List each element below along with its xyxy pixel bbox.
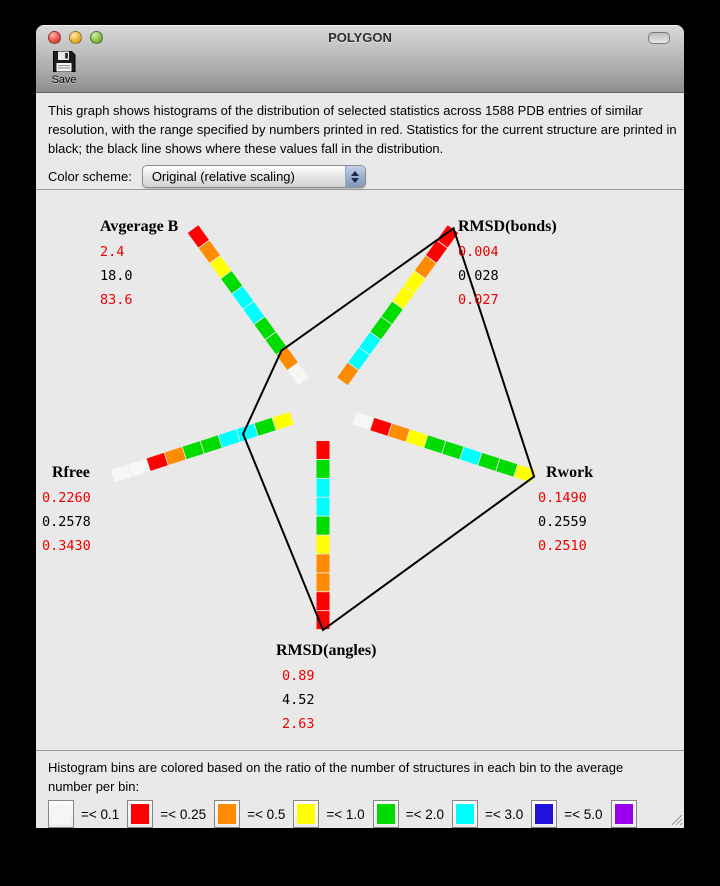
axis-name: RMSD(angles) bbox=[276, 642, 377, 659]
chevron-up-down-icon bbox=[345, 166, 365, 187]
orange-bin-swatch bbox=[214, 800, 240, 828]
axis-name: Rwork bbox=[546, 464, 594, 481]
color-scheme-label: Color scheme: bbox=[48, 169, 132, 184]
legend-row bbox=[44, 800, 684, 828]
axis-min-value: 2.4 bbox=[100, 244, 125, 260]
histogram-bar-avgerage-b bbox=[188, 225, 309, 385]
legend-item bbox=[607, 800, 648, 828]
resize-grip[interactable] bbox=[669, 812, 683, 826]
axis-label-rmsd-bonds bbox=[458, 218, 557, 312]
axis-max-value: 83.6 bbox=[100, 292, 133, 308]
window-chrome bbox=[36, 25, 684, 93]
axis-current-value: 0.2559 bbox=[538, 514, 587, 530]
axis-current-value: 18.0 bbox=[100, 268, 133, 284]
axis-min-value: 0.89 bbox=[282, 668, 315, 684]
legend-item-label: =< 2.0 bbox=[405, 806, 444, 822]
legend-item bbox=[210, 800, 289, 828]
title-bar[interactable] bbox=[36, 25, 684, 50]
toolbar bbox=[36, 50, 684, 92]
axis-values bbox=[458, 240, 557, 312]
legend-item bbox=[527, 800, 606, 828]
color-scheme-row bbox=[48, 165, 672, 188]
histogram-bar-rmsd-angles- bbox=[317, 441, 330, 629]
polygon-window bbox=[36, 25, 684, 828]
histogram-bar-rfree bbox=[111, 412, 294, 482]
legend-item-label: =< 0.25 bbox=[160, 806, 207, 822]
toolbar-toggle-button[interactable] bbox=[648, 32, 670, 44]
histogram-bar-rwork bbox=[352, 412, 535, 482]
histogram-bar-rmsd-bonds- bbox=[337, 225, 458, 385]
save-button[interactable] bbox=[44, 50, 84, 90]
axis-current-value: 0.028 bbox=[458, 268, 499, 284]
axis-label-rfree bbox=[42, 464, 91, 558]
axis-values bbox=[42, 486, 91, 558]
legend-panel bbox=[36, 751, 684, 827]
blue-bin-swatch bbox=[531, 800, 557, 828]
axis-min-value: 0.2260 bbox=[42, 490, 91, 506]
axis-label-rmsd-angles bbox=[276, 642, 376, 736]
red-bin-swatch bbox=[127, 800, 153, 828]
save-button-label: Save bbox=[51, 74, 77, 86]
legend-item bbox=[448, 800, 527, 828]
white-bin-swatch bbox=[48, 800, 74, 828]
axis-name: Rfree bbox=[52, 464, 90, 481]
axis-current-value: 4.52 bbox=[282, 692, 315, 708]
floppy-disk-icon bbox=[52, 50, 76, 73]
polygon-plot bbox=[36, 190, 684, 751]
legend-item bbox=[123, 800, 210, 828]
axis-values bbox=[538, 486, 593, 558]
legend-item bbox=[44, 800, 123, 828]
axis-max-value: 2.63 bbox=[282, 716, 315, 732]
yellow-bin-swatch bbox=[293, 800, 319, 828]
legend-item-label: =< 0.1 bbox=[81, 806, 120, 822]
axis-name: RMSD(bonds) bbox=[458, 218, 557, 235]
axis-values bbox=[282, 664, 376, 736]
axis-min-value: 0.1490 bbox=[538, 490, 587, 506]
color-scheme-selected-value: Original (relative scaling) bbox=[151, 169, 295, 184]
axis-current-value: 0.2578 bbox=[42, 514, 91, 530]
axis-max-value: 0.027 bbox=[458, 292, 499, 308]
axis-max-value: 0.2510 bbox=[538, 538, 587, 554]
axis-name: Avgerage B bbox=[100, 218, 179, 235]
axis-label-rwork bbox=[538, 464, 593, 558]
purple-bin-swatch bbox=[611, 800, 637, 828]
legend-text: Histogram bins are colored based on the ratio of the number of structures in each bin to the average number per bin: bbox=[48, 760, 624, 794]
legend-item-label: =< 3.0 bbox=[484, 806, 524, 822]
color-scheme-select[interactable] bbox=[142, 165, 366, 188]
cyan-bin-swatch bbox=[452, 800, 478, 828]
description-panel bbox=[36, 93, 684, 190]
axis-min-value: 0.004 bbox=[458, 244, 499, 260]
description-text: This graph shows histograms of the distribution of selected statistics across 1588 PDB entries of similar resolution, with the range specified by numbers printed in red. Statistics for the current structure are printed in black; the black line shows where these values fall in the distribution. bbox=[48, 103, 677, 156]
green-bin-swatch bbox=[373, 800, 399, 828]
legend-item-label: =< 1.0 bbox=[326, 806, 365, 822]
legend-item-label: =< 5.0 bbox=[564, 806, 603, 822]
legend-item-label: =< 0.5 bbox=[247, 806, 286, 822]
axis-max-value: 0.3430 bbox=[42, 538, 91, 554]
axis-values bbox=[100, 240, 178, 312]
legend-item bbox=[289, 800, 368, 828]
window-title: POLYGON bbox=[328, 30, 392, 45]
legend-item bbox=[369, 800, 448, 828]
axis-label-average-b bbox=[100, 218, 178, 312]
